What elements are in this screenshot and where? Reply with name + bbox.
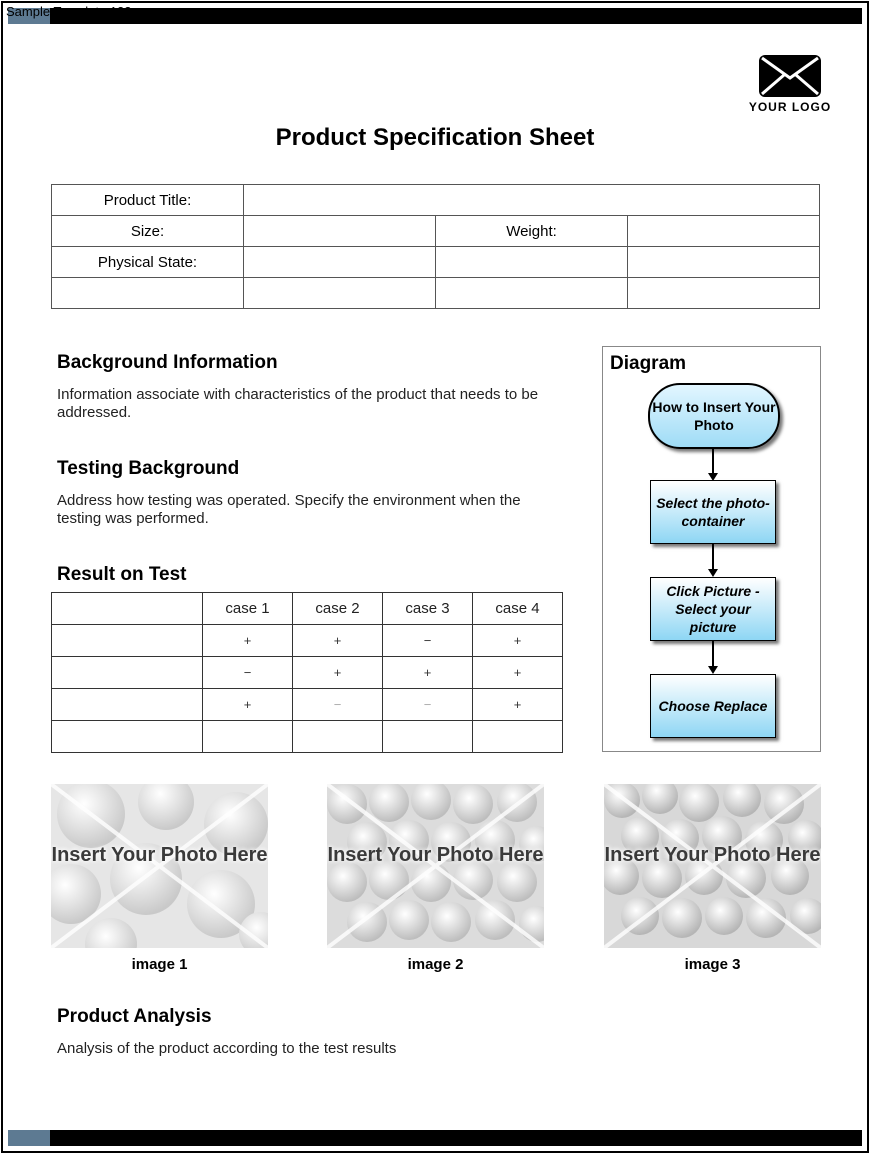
column-header: case 2 — [293, 593, 383, 625]
logo-text: YOUR LOGO — [748, 100, 832, 114]
flow-arrow — [712, 447, 714, 479]
result-cell: − — [383, 625, 473, 657]
spec-cell[interactable] — [436, 247, 628, 278]
column-header: case 1 — [203, 593, 293, 625]
table-row — [52, 625, 563, 657]
weight-value[interactable] — [628, 216, 820, 247]
column-header: case 3 — [383, 593, 473, 625]
result-cell: + — [203, 689, 293, 721]
table-row — [52, 689, 563, 721]
result-cell: + — [473, 689, 563, 721]
logo — [745, 54, 835, 114]
result-cell: + — [203, 625, 293, 657]
results-corner-cell — [52, 593, 203, 625]
header-bar — [8, 8, 862, 24]
spec-cell[interactable] — [628, 247, 820, 278]
flow-step: Click Picture - Select your picture — [650, 577, 776, 641]
flow-step-start: How to Insert Your Photo — [648, 383, 780, 449]
spec-cell[interactable] — [244, 278, 436, 309]
photo-placeholder-3[interactable] — [604, 784, 821, 948]
photo-placeholder-text: Insert Your Photo Here — [51, 844, 268, 866]
physical-state-value[interactable] — [244, 247, 436, 278]
results-table — [51, 592, 563, 753]
flow-step: Select the photo-container — [650, 480, 776, 544]
spec-cell[interactable] — [628, 278, 820, 309]
background-heading: Background Information — [57, 352, 278, 373]
row-label-cell[interactable] — [52, 625, 203, 657]
image-caption: image 1 — [131, 956, 188, 973]
photo-placeholder-text: Insert Your Photo Here — [604, 844, 821, 866]
result-cell[interactable] — [383, 721, 473, 753]
size-value[interactable] — [244, 216, 436, 247]
row-label-cell[interactable] — [52, 689, 203, 721]
result-cell: − — [383, 689, 473, 721]
product-title-label: Product Title: — [52, 185, 244, 216]
result-cell: + — [293, 657, 383, 689]
result-cell: − — [203, 657, 293, 689]
image-caption: image 2 — [407, 956, 464, 973]
result-cell: + — [293, 625, 383, 657]
physical-state-label: Physical State: — [52, 247, 244, 278]
result-cell: + — [473, 657, 563, 689]
photo-placeholder-1[interactable] — [51, 784, 268, 948]
background-text: Information associate with characteristics of the product that needs to be addressed. — [57, 386, 539, 421]
photo-placeholder-2[interactable] — [327, 784, 544, 948]
testing-text: Address how testing was operated. Specify the environment when the testing was performed. — [57, 492, 521, 527]
spec-table — [51, 184, 820, 309]
footer-bar-accent — [8, 1130, 50, 1146]
column-header: case 4 — [473, 593, 563, 625]
envelope-icon — [758, 54, 822, 98]
flow-step-end: Choose Replace — [650, 674, 776, 738]
size-label: Size: — [52, 216, 244, 247]
testing-heading: Testing Background — [57, 458, 240, 479]
row-label-cell[interactable] — [52, 721, 203, 753]
product-title-value[interactable] — [244, 185, 820, 216]
result-cell[interactable] — [473, 721, 563, 753]
result-cell[interactable] — [203, 721, 293, 753]
result-cell[interactable] — [293, 721, 383, 753]
footer-bar — [8, 1130, 862, 1146]
result-cell: − — [293, 689, 383, 721]
result-cell: + — [383, 657, 473, 689]
diagram-panel — [602, 346, 821, 752]
spec-cell[interactable] — [436, 278, 628, 309]
diagram-heading: Diagram — [610, 353, 687, 374]
row-label-cell[interactable] — [52, 657, 203, 689]
result-cell: + — [473, 625, 563, 657]
results-heading: Result on Test — [57, 564, 187, 585]
photo-placeholder-text: Insert Your Photo Here — [327, 844, 544, 866]
analysis-text: Analysis of the product according to the test results — [57, 1040, 397, 1057]
results-header-row — [52, 593, 563, 625]
analysis-heading: Product Analysis — [57, 1006, 212, 1027]
spec-cell[interactable] — [52, 278, 244, 309]
page-title: Product Specification Sheet — [275, 124, 595, 151]
weight-label: Weight: — [436, 216, 628, 247]
table-row — [52, 657, 563, 689]
image-caption: image 3 — [684, 956, 741, 973]
table-row — [52, 721, 563, 753]
flow-arrow — [712, 543, 714, 575]
watermark: Sample Template 123 — [6, 4, 132, 19]
flow-arrow — [712, 640, 714, 672]
